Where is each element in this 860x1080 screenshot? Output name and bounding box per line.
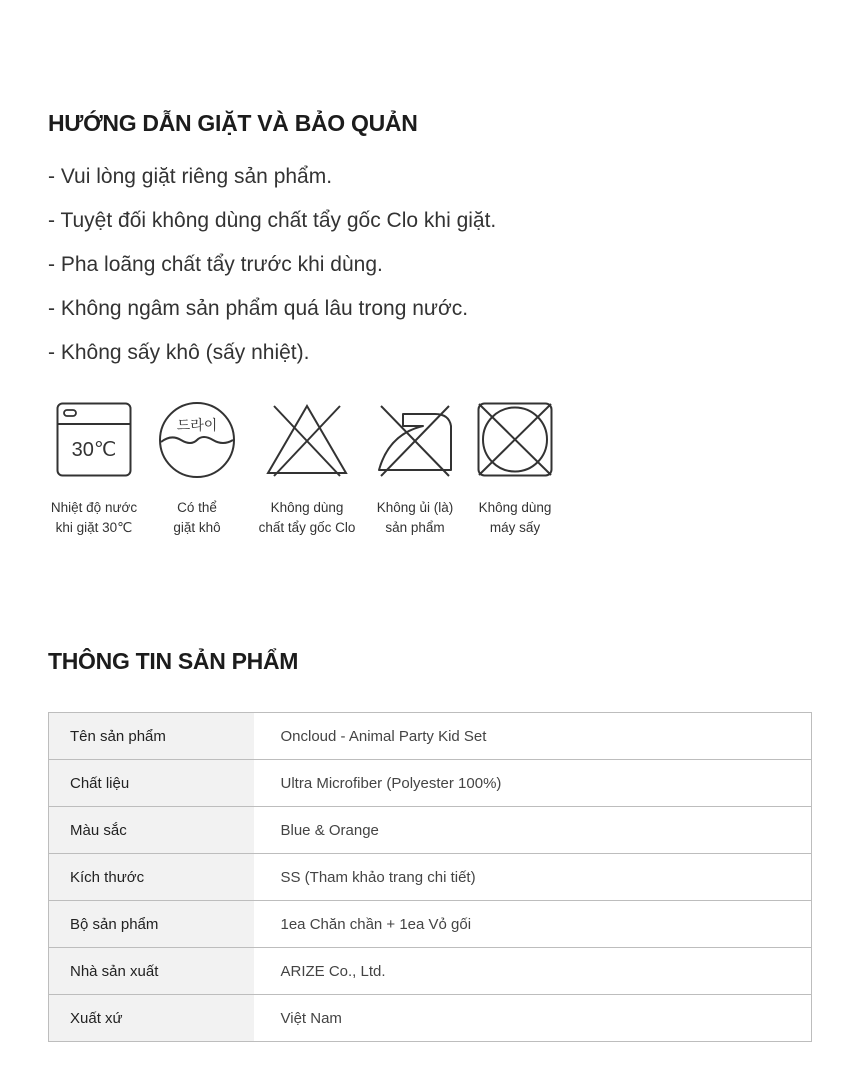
care-instruction: - Tuyệt đối không dùng chất tẩy gốc Clo khi giặt. bbox=[48, 209, 497, 232]
spec-label: Bộ sản phẩm bbox=[49, 901, 254, 948]
table-row bbox=[49, 995, 812, 1042]
care-symbol-caption: Có thể giặt khô bbox=[173, 500, 221, 535]
spec-value: Blue & Orange bbox=[254, 807, 812, 854]
table-row bbox=[49, 713, 812, 760]
table-row bbox=[49, 760, 812, 807]
product-info-title: THÔNG TIN SẢN PHẨM bbox=[48, 648, 299, 674]
no-bleach-icon bbox=[262, 400, 352, 480]
care-symbols-row bbox=[0, 400, 860, 550]
spec-value: 1ea Chăn chần + 1ea Vỏ gối bbox=[254, 901, 812, 948]
spec-value: Oncloud - Animal Party Kid Set bbox=[254, 713, 812, 760]
care-section-title: HƯỚNG DẪN GIẶT VÀ BẢO QUẢN bbox=[48, 110, 418, 136]
spec-value: Việt Nam bbox=[280, 1009, 342, 1027]
care-symbol-wash bbox=[34, 400, 154, 538]
spec-label: Màu sắc bbox=[49, 807, 254, 854]
care-symbol-caption: Không dùng máy sấy bbox=[478, 500, 552, 535]
spec-value: ARIZE Co., Ltd. bbox=[254, 948, 812, 995]
care-instructions-list bbox=[48, 163, 496, 383]
care-instruction: - Không sấy khô (sấy nhiệt). bbox=[48, 341, 310, 364]
care-symbol-caption: Nhiệt độ nước khi giặt 30℃ bbox=[50, 500, 138, 535]
no-iron-icon bbox=[375, 400, 455, 480]
spec-label: Kích thước bbox=[49, 854, 254, 901]
dry-clean-icon bbox=[157, 400, 237, 480]
spec-label: Tên sản phẩm bbox=[49, 713, 254, 760]
wash-temp-label: 30℃ bbox=[71, 439, 117, 461]
table-row bbox=[49, 948, 812, 995]
spec-value: Ultra Microfiber (Polyester 100%) bbox=[254, 760, 812, 807]
wash-30c-icon bbox=[54, 400, 134, 480]
care-symbol-caption: Không ủi (là) sản phẩm bbox=[376, 500, 454, 535]
spec-label: Nhà sản xuất bbox=[49, 948, 254, 995]
care-symbol-no-tumble-dry bbox=[455, 400, 575, 538]
no-tumble-dry-icon bbox=[475, 400, 555, 480]
care-symbol-caption: Không dùng chất tẩy gốc Clo bbox=[258, 500, 356, 535]
care-instruction: - Pha loãng chất tẩy trước khi dùng. bbox=[48, 253, 383, 276]
table-row bbox=[49, 854, 812, 901]
table-row bbox=[49, 901, 812, 948]
care-symbol-dry-clean bbox=[137, 400, 257, 538]
table-row bbox=[49, 807, 812, 854]
product-spec-table bbox=[48, 712, 812, 1042]
care-instruction: - Vui lòng giặt riêng sản phẩm. bbox=[48, 165, 333, 188]
care-symbol-no-bleach bbox=[247, 400, 367, 538]
spec-label: Chất liệu bbox=[49, 760, 254, 807]
spec-value: SS (Tham khảo trang chi tiết) bbox=[254, 854, 812, 901]
care-instruction: - Không ngâm sản phẩm quá lâu trong nước. bbox=[48, 297, 469, 320]
spec-label: Xuất xứ bbox=[49, 995, 254, 1042]
dry-clean-label: 드라이 bbox=[176, 418, 218, 434]
